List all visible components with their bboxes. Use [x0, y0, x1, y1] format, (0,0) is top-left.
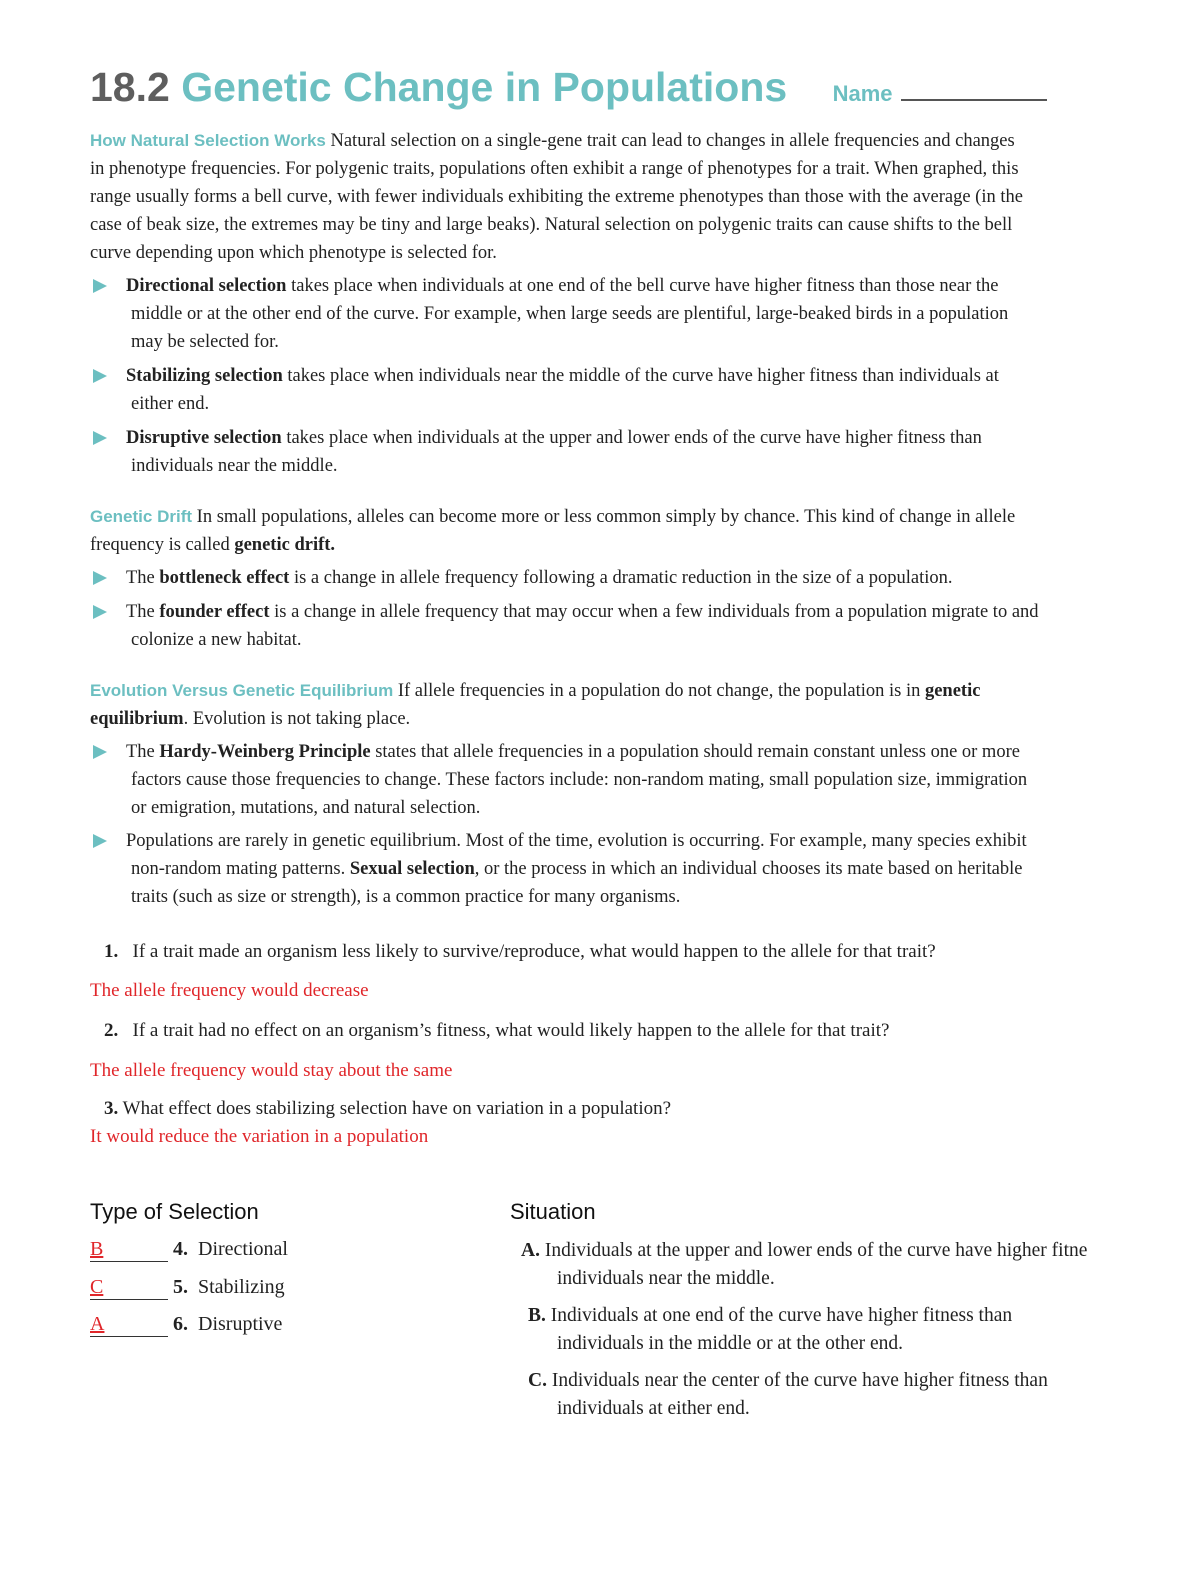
bullet-text: is a change in allele frequency following a dramatic reduction in the size of a population.: [293, 568, 953, 588]
match-item-4: [90, 1238, 288, 1262]
bullet-directional-selection: [126, 272, 1116, 356]
question-text: What effect does stabilizing selection have on variation in a population?: [122, 1098, 672, 1119]
match-answer-blank[interactable]: A: [90, 1313, 168, 1337]
bullet-arrow-icon: [93, 605, 107, 619]
situation-c: [528, 1367, 1048, 1423]
bullet-text: , or the process in which an individual chooses its mate based on heritable: [474, 859, 1023, 879]
page-title: [90, 64, 1047, 111]
bullet-text: states that allele frequencies in a population should remain constant unless one or more: [375, 742, 1020, 762]
bullet-text: traits (such as size or strength), is a common practice for many organisms.: [131, 887, 681, 907]
bullet-term: bottleneck effect: [159, 568, 290, 588]
bullet-arrow-icon: [93, 279, 107, 293]
intro-line: Natural selection on a single-gene trait can lead to changes in allele frequencies and changes: [330, 131, 1015, 151]
match-item-5: [90, 1276, 285, 1300]
answer-1[interactable]: The allele frequency would decrease: [90, 980, 369, 1001]
situation-letter: C.: [528, 1370, 547, 1391]
situation-text: individuals in the middle or at the other end.: [557, 1333, 904, 1354]
drift-term: genetic drift.: [234, 535, 336, 555]
equilibrium-intro: [90, 677, 1130, 733]
name-label: Name: [832, 81, 893, 106]
bullet-text: may be selected for.: [131, 332, 279, 352]
natural-selection-heading: How Natural Selection Works: [90, 131, 326, 150]
situation-text: individuals at either end.: [557, 1398, 750, 1419]
bullet-sexual-selection: [126, 827, 1116, 911]
question-text: If a trait made an organism less likely to survive/reproduce, what would happen to the allele for that trait?: [132, 941, 936, 962]
genetic-drift-heading: Genetic Drift: [90, 507, 193, 526]
bullet-text: either end.: [131, 394, 210, 414]
situation-b: [528, 1302, 1012, 1358]
bullet-arrow-icon: [93, 571, 107, 585]
match-label: Directional: [198, 1238, 288, 1260]
bullet-text: The: [126, 742, 155, 762]
bullet-term: Stabilizing selection: [126, 366, 283, 386]
match-number: 4.: [173, 1238, 188, 1260]
situation-text: Individuals at one end of the curve have higher fitness than: [550, 1305, 1013, 1326]
bullet-arrow-icon: [93, 745, 107, 759]
question-2: [104, 1020, 889, 1042]
title-text: Genetic Change in Populations: [181, 64, 788, 110]
bullet-founder-effect: [126, 598, 1116, 654]
title-number: 18.2: [90, 64, 170, 110]
bullet-text: middle or at the other end of the curve. For example, when large seeds are plentiful, large-beaked birds in a population: [131, 304, 1009, 324]
match-number: 6.: [173, 1313, 188, 1335]
situation-text: individuals near the middle.: [557, 1268, 775, 1289]
bullet-disruptive-selection: [126, 424, 1116, 480]
bullet-text: The: [126, 602, 155, 622]
bullet-arrow-icon: [93, 834, 107, 848]
bullet-bottleneck-effect: [126, 564, 1116, 592]
situation-text: Individuals at the upper and lower ends of the curve have higher fitne: [544, 1240, 1088, 1261]
genetic-drift-intro: [90, 503, 1130, 559]
bullet-text: The: [126, 568, 155, 588]
bullet-term: Hardy-Weinberg Principle: [159, 742, 371, 762]
intro-line: curve depending upon which phenotype is selected for.: [90, 243, 497, 263]
answer-3[interactable]: It would reduce the variation in a population: [90, 1126, 429, 1147]
match-answer-blank[interactable]: B: [90, 1238, 168, 1262]
bullet-text: colonize a new habitat.: [131, 630, 302, 650]
bullet-term: founder effect: [159, 602, 270, 622]
equilibrium-heading: Evolution Versus Genetic Equilibrium: [90, 681, 394, 700]
situation-a: [521, 1237, 1087, 1293]
bullet-term: Sexual selection: [349, 859, 475, 879]
bullet-text: individuals near the middle.: [131, 456, 338, 476]
match-label: Disruptive: [198, 1313, 283, 1335]
bullet-text: takes place when individuals at the upper and lower ends of the curve have higher fitness than: [286, 428, 982, 448]
bullet-arrow-icon: [93, 369, 107, 383]
situation-text: Individuals near the center of the curve have higher fitness than: [551, 1370, 1048, 1391]
bullet-term: Disruptive selection: [126, 428, 282, 448]
question-text: If a trait had no effect on an organism’s fitness, what would likely happen to the allele for that trait?: [132, 1020, 890, 1041]
answer-2[interactable]: The allele frequency would stay about the same: [90, 1060, 453, 1081]
equilibrium-line: If allele frequencies in a population do not change, the population is in: [397, 681, 921, 701]
question-number: 2.: [104, 1020, 119, 1041]
intro-line: in phenotype frequencies. For polygenic traits, populations often exhibit a range of phenotypes for a trait. When graphed, this: [90, 159, 1019, 179]
drift-line: frequency is called: [90, 535, 230, 555]
question-3: [104, 1098, 671, 1120]
bullet-term: Directional selection: [126, 276, 287, 296]
situation-letter: A.: [521, 1240, 540, 1261]
equilibrium-line: . Evolution is not taking place.: [183, 709, 411, 729]
equilibrium-term: genetic: [924, 681, 981, 701]
bullet-text: or emigration, mutations, and natural selection.: [131, 798, 481, 818]
question-number: 1.: [104, 941, 119, 962]
match-number: 5.: [173, 1276, 188, 1298]
bullet-text: Populations are rarely in genetic equilibrium. Most of the time, evolution is occurring. For example, many species exhibit: [126, 831, 1027, 851]
question-number: 3.: [104, 1098, 119, 1119]
intro-line: case of beak size, the extremes may be tiny and large beaks). Natural selection on polygenic traits can cause shifts to the bell: [90, 215, 1013, 235]
name-field[interactable]: [901, 81, 1047, 101]
situation-letter: B.: [528, 1305, 546, 1326]
bullet-text: takes place when individuals near the middle of the curve have higher fitness than individuals at: [287, 366, 999, 386]
bullet-stabilizing-selection: [126, 362, 1116, 418]
match-label: Stabilizing: [198, 1276, 285, 1298]
bullet-text: factors cause those frequencies to change. These factors include: non-random mating, small population size, immigration: [131, 770, 1028, 790]
bullet-hardy-weinberg: [126, 738, 1116, 822]
type-of-selection-heading: Type of Selection: [90, 1199, 259, 1224]
drift-line: In small populations, alleles can become more or less common simply by chance. This kind of change in allele: [196, 507, 1016, 527]
bullet-arrow-icon: [93, 431, 107, 445]
situation-heading: Situation: [510, 1199, 596, 1224]
intro-line: range usually forms a bell curve, with fewer individuals exhibiting the extreme phenotypes than those with the average (in the: [90, 187, 1023, 207]
bullet-text: takes place when individuals at one end of the bell curve have higher fitness than those near the: [291, 276, 999, 296]
equilibrium-term: equilibrium: [90, 709, 184, 729]
question-1: [104, 941, 936, 963]
bullet-text: is a change in allele frequency that may occur when a few individuals from a population migrate to and: [274, 602, 1039, 622]
match-answer-blank[interactable]: C: [90, 1276, 168, 1300]
match-item-6: [90, 1313, 282, 1337]
bullet-text: non-random mating patterns.: [131, 859, 346, 879]
natural-selection-intro: [90, 127, 1130, 267]
